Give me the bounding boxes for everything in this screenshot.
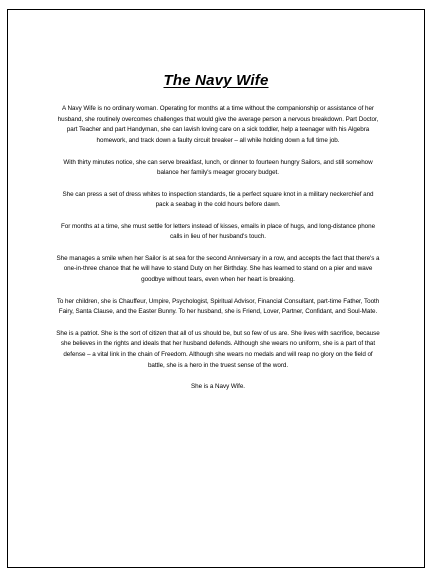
closing-line: She is a Navy Wife.	[191, 383, 245, 391]
paragraph: To her children, she is Chauffeur, Umpire, Psychologist, Spiritual Advisor, Financial Consultant, part-time Father, Tooth Fairy, Santa Clause, and the Easter Bunny. To her husband, she is Friend, Lover, Partner, Confidant, and Soul-Mate.	[56, 297, 380, 316]
paragraph: She is a patriot. She is the sort of citizen that all of us should be, but so few of us are. She lives with sacrifice, because she believes in the rights and ideals that her husband defends. Although she wears no uniform, she is a part of that defense – a vital link in the chain of Freedom. Although she wears no medals and will reap no glory on the field of battle, she is a hero in the truest sense of the word.	[56, 329, 380, 369]
paragraph: She manages a smile when her Sailor is at sea for the second Anniversary in a row, and accepts the fact that there's a one-in-three chance that he will have to stand Duty on her Birthday. She has learned to stand on a pier and wave goodbye without tears, even when her heart is breaking.	[56, 254, 380, 284]
paragraph: She can press a set of dress whites to inspection standards, tie a perfect square knot in a military neckerchief and pack a seabag in the cold hours before dawn.	[62, 190, 374, 209]
document-body	[56, 104, 380, 404]
paragraph: For months at a time, she must settle for letters instead of kisses, emails in place of hugs, and long-distance phone calls in lieu of her husband's touch.	[60, 222, 376, 241]
paragraph: A Navy Wife is no ordinary woman. Operating for months at a time without the companionship or assistance of her husband, she routinely overcomes challenges that would give the average person a nervous breakdown. Part Doctor, part Teacher and part Handyman, she can lavish loving care on a sick toddler, help a teenager with his Algebra homework, and track down a faulty circuit breaker – all while holding down a full time job.	[57, 105, 379, 145]
page-frame	[7, 9, 425, 568]
paragraph: With thirty minutes notice, she can serve breakfast, lunch, or dinner to fourteen hungry Sailors, and still somehow balance her family's meager grocery budget.	[63, 158, 373, 177]
page-title: The Navy Wife	[163, 72, 269, 89]
